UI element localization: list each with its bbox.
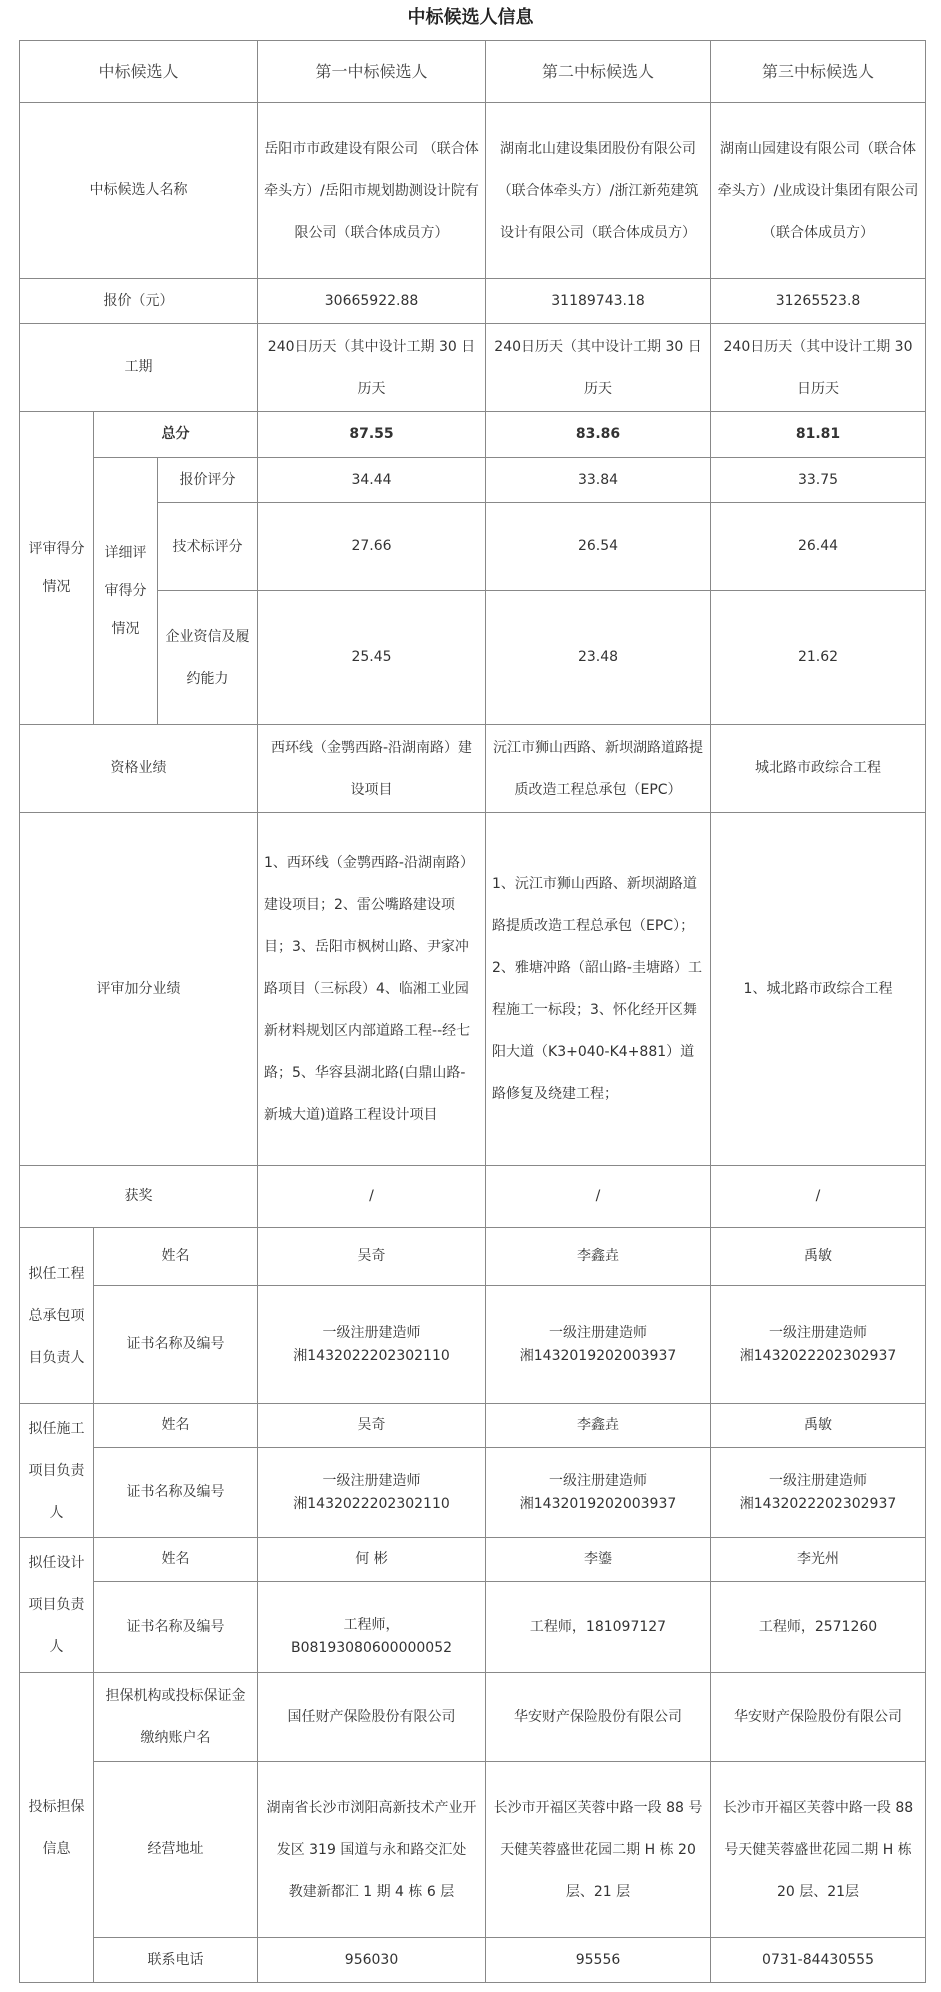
guarantee-address-label: 经营地址	[94, 1762, 258, 1938]
qualification-label: 资格业绩	[20, 725, 258, 813]
pm-general-cert-title-2: 一级注册建造师	[549, 1324, 648, 1341]
price-score-1: 34.44	[258, 458, 486, 503]
pm-general-cert-label: 证书名称及编号	[94, 1286, 258, 1404]
pm-construction-cert-1	[258, 1448, 486, 1538]
qualification-row	[20, 725, 926, 813]
bonus-1: 1、西环线（金鹗西路-沿湖南路）建设项目；2、雷公嘴路建设项目；3、岳阳市枫树山路、尹家冲路项目（三标段）4、临湘工业园新材料规划区内部道路工程--经七路；5、华容县湖北路(白鼎山路-新城大道)道路工程设计项目	[258, 813, 486, 1166]
pm-general-cert-number-3: 湘1432022202302937	[739, 1347, 897, 1364]
candidate-name-3: 湖南山园建设有限公司（联合体牵头方）/业成设计集团有限公司（联合体成员方）	[711, 103, 926, 279]
guarantee-address-1-main: 湖南省长沙市浏阳高新技术产业开发区 319 国道与永和路交汇处	[266, 1799, 477, 1858]
pm-design-cert-row	[20, 1582, 926, 1673]
pm-design-name-row	[20, 1538, 926, 1582]
duration-1: 240日历天（其中设计工期 30 日历天	[258, 324, 486, 412]
credit-score-2: 23.48	[486, 591, 711, 725]
credit-score-3: 21.62	[711, 591, 926, 725]
total-score-label: 总分	[94, 412, 258, 458]
pm-construction-label: 拟任施工项目负责人	[20, 1404, 94, 1538]
pm-construction-name-1: 吴奇	[258, 1404, 486, 1448]
pm-general-cert-2	[486, 1286, 711, 1404]
qualification-1: 西环线（金鹗西路-沿湖南路）建设项目	[258, 725, 486, 813]
pm-design-label: 拟任设计项目负责人	[20, 1538, 94, 1673]
total-score-row	[20, 412, 926, 458]
pm-general-name-label: 姓名	[94, 1228, 258, 1286]
guarantee-account-2: 华安财产保险股份有限公司	[486, 1673, 711, 1762]
score-group-label: 评审得分情况	[20, 412, 94, 725]
pm-construction-cert-title-2: 一级注册建造师	[549, 1472, 648, 1489]
guarantee-address-1	[258, 1762, 486, 1938]
pm-design-cert-2: 工程师，181097127	[486, 1582, 711, 1673]
tech-score-1: 27.66	[258, 503, 486, 591]
pm-construction-name-2: 李鑫垚	[486, 1404, 711, 1448]
header-first: 第一中标候选人	[258, 41, 486, 103]
pm-general-cert-number-2: 湘1432019202003937	[519, 1347, 677, 1364]
qualification-2: 沅江市狮山西路、新坝湖路道路提质改造工程总承包（EPC）	[486, 725, 711, 813]
header-row	[20, 41, 926, 103]
total-score-3: 81.81	[711, 412, 926, 458]
total-score-2: 83.86	[486, 412, 711, 458]
names-row	[20, 103, 926, 279]
pm-general-name-3: 禹敏	[711, 1228, 926, 1286]
candidate-table	[19, 40, 926, 1983]
header-candidate: 中标候选人	[20, 41, 258, 103]
guarantee-address-2: 长沙市开福区芙蓉中路一段 88 号天健芙蓉盛世花园二期 H 栋 20 层、21 层	[486, 1762, 711, 1938]
pm-construction-cert-number-1: 湘1432022202302110	[293, 1495, 450, 1512]
bonus-label: 评审加分业绩	[20, 813, 258, 1166]
guarantee-address-3: 长沙市开福区芙蓉中路一段 88 号天健芙蓉盛世花园二期 H 栋 20 层、21层	[711, 1762, 926, 1938]
award-3: /	[711, 1166, 926, 1228]
tech-score-3: 26.44	[711, 503, 926, 591]
total-score-1: 87.55	[258, 412, 486, 458]
pm-construction-cert-2	[486, 1448, 711, 1538]
pm-general-cert-row	[20, 1286, 926, 1404]
pm-design-name-3: 李光州	[711, 1538, 926, 1582]
pm-construction-cert-3	[711, 1448, 926, 1538]
pm-general-cert-number-1: 湘1432022202302110	[293, 1347, 450, 1364]
pm-construction-cert-title-3: 一级注册建造师	[769, 1472, 868, 1489]
candidate-name-1: 岳阳市市政建设有限公司 （联合体牵头方）/岳阳市规划勘测设计院有限公司（联合体成员方）	[258, 103, 486, 279]
bonus-2: 1、沅江市狮山西路、新坝湖路道路提质改造工程总承包（EPC）；2、雅塘冲路（韶山路-圭塘路）工程施工一标段；3、怀化经开区舞阳大道（K3+040-K4+881）道路修复及绕建工程；	[486, 813, 711, 1166]
bonus-3: 1、城北路市政综合工程	[711, 813, 926, 1166]
header-third: 第三中标候选人	[711, 41, 926, 103]
guarantee-phone-label: 联系电话	[94, 1938, 258, 1983]
pm-general-cert-1	[258, 1286, 486, 1404]
price-2: 31189743.18	[486, 279, 711, 324]
pm-construction-cert-number-3: 湘1432022202302937	[739, 1495, 897, 1512]
guarantee-phone-row	[20, 1938, 926, 1983]
qualification-3: 城北路市政综合工程	[711, 725, 926, 813]
guarantee-phone-3: 0731-84430555	[711, 1938, 926, 1983]
guarantee-account-label: 担保机构或投标保证金缴纳账户名	[94, 1673, 258, 1762]
award-row	[20, 1166, 926, 1228]
page-title: 中标候选人信息	[407, 7, 534, 28]
award-2: /	[486, 1166, 711, 1228]
pm-general-name-row	[20, 1228, 926, 1286]
pm-general-label: 拟任工程总承包项目负责人	[20, 1228, 94, 1404]
pm-construction-name-row	[20, 1404, 926, 1448]
award-1: /	[258, 1166, 486, 1228]
price-label: 报价（元）	[20, 279, 258, 324]
guarantee-phone-1: 956030	[258, 1938, 486, 1983]
header-second: 第二中标候选人	[486, 41, 711, 103]
credit-score-label: 企业资信及履约能力	[158, 591, 258, 725]
price-score-label: 报价评分	[158, 458, 258, 503]
award-label: 获奖	[20, 1166, 258, 1228]
price-score-row	[20, 458, 926, 503]
duration-row	[20, 324, 926, 412]
pm-general-cert-title-1: 一级注册建造师	[322, 1324, 421, 1341]
pm-construction-name-label: 姓名	[94, 1404, 258, 1448]
guarantee-account-row	[20, 1673, 926, 1762]
duration-2: 240日历天（其中设计工期 30 日历天	[486, 324, 711, 412]
tech-score-label: 技术标评分	[158, 503, 258, 591]
bonus-row	[20, 813, 926, 1166]
pm-design-name-label: 姓名	[94, 1538, 258, 1582]
guarantee-address-row	[20, 1762, 926, 1938]
price-score-2: 33.84	[486, 458, 711, 503]
pm-design-cert-label: 证书名称及编号	[94, 1582, 258, 1673]
pm-design-cert-3: 工程师，2571260	[711, 1582, 926, 1673]
guarantee-account-1: 国任财产保险股份有限公司	[258, 1673, 486, 1762]
pm-construction-cert-row	[20, 1448, 926, 1538]
guarantee-phone-2: 95556	[486, 1938, 711, 1983]
pm-general-name-2: 李鑫垚	[486, 1228, 711, 1286]
pm-general-cert-3	[711, 1286, 926, 1404]
pm-general-cert-title-3: 一级注册建造师	[769, 1324, 868, 1341]
detail-score-label: 详细评审得分情况	[94, 458, 158, 725]
price-row	[20, 279, 926, 324]
names-label: 中标候选人名称	[20, 103, 258, 279]
price-score-3: 33.75	[711, 458, 926, 503]
guarantee-address-1-extra: 教建新都汇 1 期 4 栋 6 层	[288, 1883, 455, 1900]
pm-design-cert-1: 工程师，B08193080600000052	[258, 1582, 486, 1673]
credit-score-1: 25.45	[258, 591, 486, 725]
duration-3: 240日历天（其中设计工期 30 日历天	[711, 324, 926, 412]
duration-label: 工期	[20, 324, 258, 412]
guarantee-label: 投标担保信息	[20, 1673, 94, 1983]
candidate-name-2: 湖南北山建设集团股份有限公司（联合体牵头方）/浙江新苑建筑设计有限公司（联合体成员方）	[486, 103, 711, 279]
pm-construction-cert-title-1: 一级注册建造师	[322, 1472, 421, 1489]
pm-design-name-2: 李鎏	[486, 1538, 711, 1582]
pm-construction-cert-number-2: 湘1432019202003937	[519, 1495, 677, 1512]
guarantee-account-3: 华安财产保险股份有限公司	[711, 1673, 926, 1762]
price-3: 31265523.8	[711, 279, 926, 324]
pm-general-name-1: 吴奇	[258, 1228, 486, 1286]
pm-construction-cert-label: 证书名称及编号	[94, 1448, 258, 1538]
price-1: 30665922.88	[258, 279, 486, 324]
pm-construction-name-3: 禹敏	[711, 1404, 926, 1448]
pm-design-name-1: 何 彬	[258, 1538, 486, 1582]
tech-score-2: 26.54	[486, 503, 711, 591]
